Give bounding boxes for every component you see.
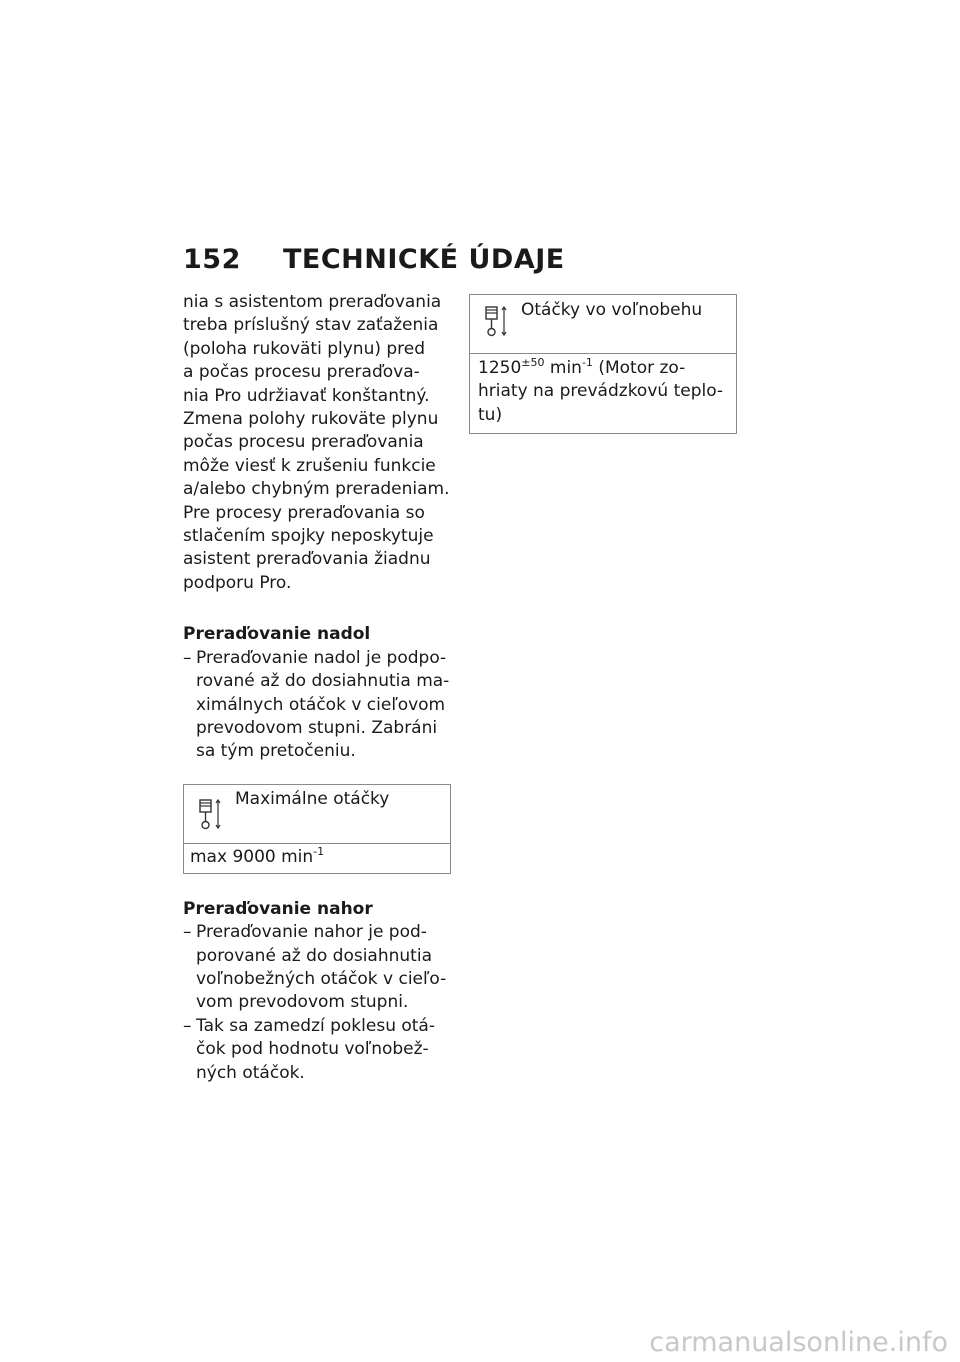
spec-value: [470, 354, 736, 433]
spec-value-tolerance: ±50: [521, 356, 545, 369]
spec-value: [184, 844, 450, 873]
intro-paragraph: [183, 291, 451, 595]
dash-bullet: –: [183, 1015, 192, 1036]
text-line: ximálnych otáčok v cieľovom: [196, 694, 446, 715]
text-line: asistent preraďovania žiadnu: [183, 549, 431, 570]
text-line: nia s asistentom preraďovania: [183, 292, 442, 312]
spec-title: Maximálne otáčky: [235, 788, 390, 809]
section-heading-downshift: Preraďovanie nadol: [183, 624, 371, 645]
spec-box-header: [470, 295, 736, 354]
text-line: hriaty na prevádzkovú teplo-: [478, 381, 724, 402]
text-line: porované až do dosiahnutia: [196, 945, 432, 966]
spec-value-exponent: -1: [313, 844, 325, 858]
spec-value-unit: min: [544, 358, 582, 378]
text-line: ných otáčok.: [196, 1062, 305, 1083]
watermark: carmanualsonline.info: [649, 1327, 948, 1358]
spec-value-text: max 9000 min: [190, 846, 314, 867]
text-line: môže viesť k zrušeniu funkcie: [183, 455, 436, 476]
engine-piston-icon: [484, 304, 510, 342]
list-item: [183, 647, 451, 764]
text-line: podporu Pro.: [183, 572, 292, 593]
text-line: Zmena polohy rukoväte plynu: [183, 409, 439, 430]
spec-title: Otáčky vo voľnobehu: [521, 300, 703, 320]
spec-box-header: [184, 785, 450, 844]
spec-value-note: (Motor zo-: [592, 358, 686, 378]
dash-bullet: –: [183, 647, 192, 668]
page-title: TECHNICKÉ ÚDAJE: [283, 244, 565, 275]
text-line: treba príslušný stav zaťaženia: [183, 315, 439, 336]
text-line: (poloha rukoväti plynu) pred: [183, 338, 426, 359]
text-line: rované až do dosiahnutia ma-: [196, 671, 450, 692]
text-line: nia Pro udržiavať konštantný.: [183, 385, 430, 406]
page-header: [183, 244, 565, 275]
text-line: a/alebo chybným preradeniam.: [183, 479, 450, 500]
left-column: [183, 291, 451, 1085]
text-line: Tak sa zamedzí poklesu otá-: [196, 1015, 435, 1036]
spec-value-number: 1250: [478, 358, 522, 378]
text-line: [478, 357, 730, 380]
text-line: Preraďovanie nadol je podpo-: [196, 647, 447, 668]
spec-value-exponent: -1: [581, 356, 593, 369]
list-item: [183, 921, 451, 1015]
section-heading-upshift: Preraďovanie nahor: [183, 898, 373, 919]
right-column: [469, 294, 737, 434]
list-item: [183, 1015, 451, 1085]
text-line: Preraďovanie nahor je pod-: [196, 922, 427, 943]
spec-box-max-rpm: [183, 784, 451, 874]
text-line: a počas procesu preraďova-: [183, 362, 420, 383]
text-line: počas procesu preraďovania: [183, 432, 424, 453]
text-line: Pre procesy preraďovania so: [183, 502, 425, 523]
text-line: čok pod hodnotu voľnobež-: [196, 1039, 429, 1060]
page-number: 152: [183, 244, 241, 275]
spec-box-idle-rpm: [469, 294, 737, 434]
text-line: stlačením spojky neposkytuje: [183, 526, 434, 547]
dash-bullet: –: [183, 922, 192, 943]
text-line: tu): [478, 404, 503, 425]
text-line: vom prevodovom stupni.: [196, 992, 409, 1013]
text-line: prevodovom stupni. Zabráni: [196, 717, 438, 738]
engine-piston-icon: [198, 797, 224, 835]
text-line: voľnobežných otáčok v cieľo-: [196, 968, 447, 989]
text-line: sa tým pretočeniu.: [196, 741, 356, 762]
